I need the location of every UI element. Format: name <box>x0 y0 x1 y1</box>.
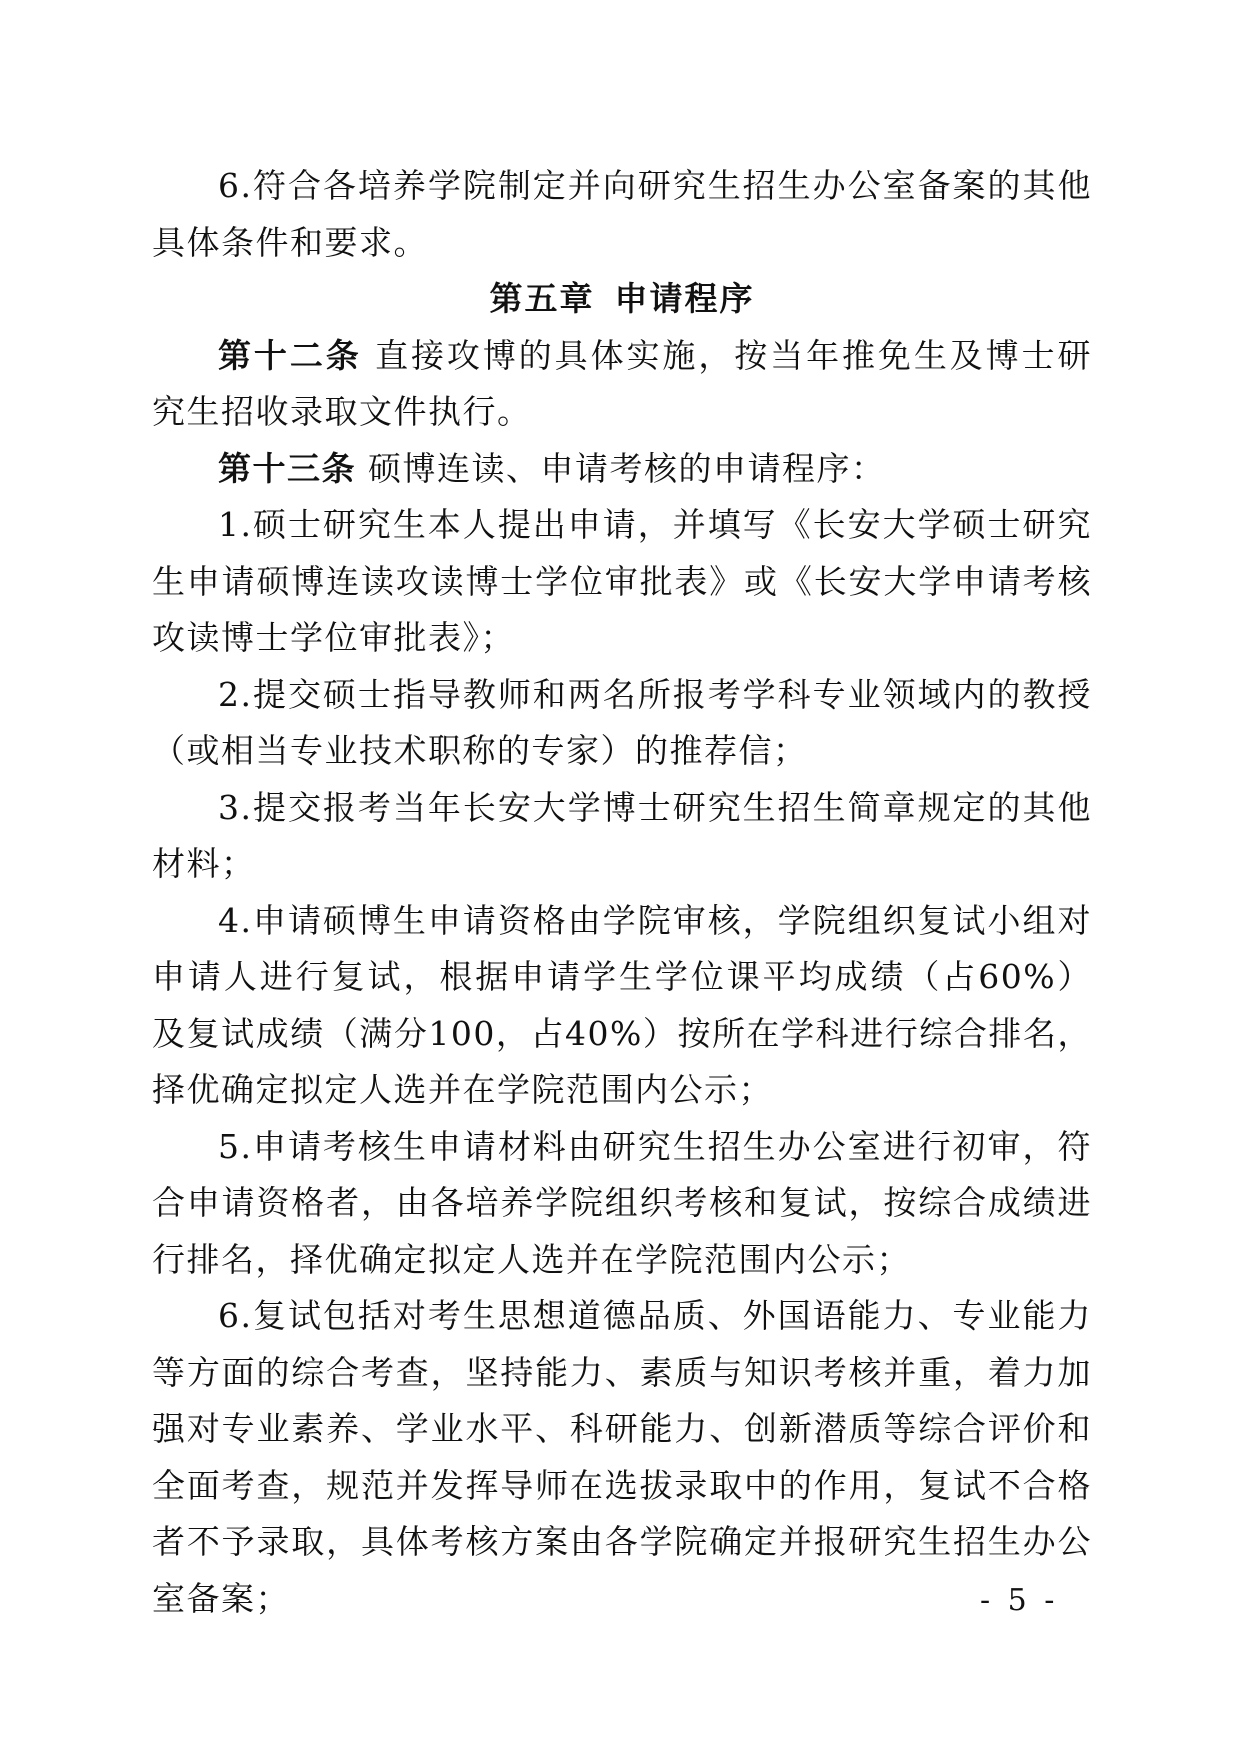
list-item: 6.复试包括对考生思想道德品质、外国语能力、专业能力等方面的综合考查，坚持能力、素质与知识考核并重，着力加强对专业素养、学业水平、科研能力、创新潜质等综合评价和全面考查，规范并发挥导师在选拔录取中的作用，复试不合格者不予录取，具体考核方案由各学院确定并报研究生招生办公室备案； <box>152 1296 1092 1618</box>
page-number: - 5 - <box>980 1583 1059 1618</box>
article-13 <box>152 441 1092 498</box>
article-12 <box>152 328 1092 441</box>
chapter-heading <box>152 271 1092 328</box>
document-body <box>152 158 1092 1627</box>
list-item: 4.申请硕博生申请资格由学院审核，学院组织复试小组对申请人进行复试，根据申请学生学位课平均成绩（占60%）及复试成绩（满分100，占40%）按所在学科进行综合排名，择优确定拟定人选并在学院范围内公示； <box>152 900 1092 1109</box>
list-item: 2.提交硕士指导教师和两名所报考学科专业领域内的教授（或相当专业技术职称的专家）的推荐信； <box>152 674 1092 770</box>
chapter-number: 第五章 <box>489 279 595 318</box>
list-item: 1.硕士研究生本人提出申请，并填写《长安大学硕士研究生申请硕博连读攻读博士学位审批表》或《长安大学申请考核攻读博士学位审批表》； <box>152 505 1092 657</box>
article-13-label: 第十三条 <box>218 448 356 488</box>
item-6-previous: 6.符合各培养学院制定并向研究生招生办公室备案的其他具体条件和要求。 <box>152 166 1092 262</box>
article-12-text: 直接攻博的具体实施，按当年推免生及博士研究生招收录取文件执行。 <box>152 335 1093 431</box>
list-item: 5.申请考核生申请材料由研究生招生办公室进行初审，符合申请资格者，由各培养学院组织考核和复试，按综合成绩进行排名，择优确定拟定人选并在学院范围内公示； <box>152 1126 1092 1279</box>
list-item: 3.提交报考当年长安大学博士研究生招生简章规定的其他材料； <box>152 787 1092 883</box>
article-12-label: 第十二条 <box>218 335 362 375</box>
article-13-text: 硕博连读、申请考核的申请程序： <box>368 448 886 488</box>
chapter-title: 申请程序 <box>614 279 755 318</box>
